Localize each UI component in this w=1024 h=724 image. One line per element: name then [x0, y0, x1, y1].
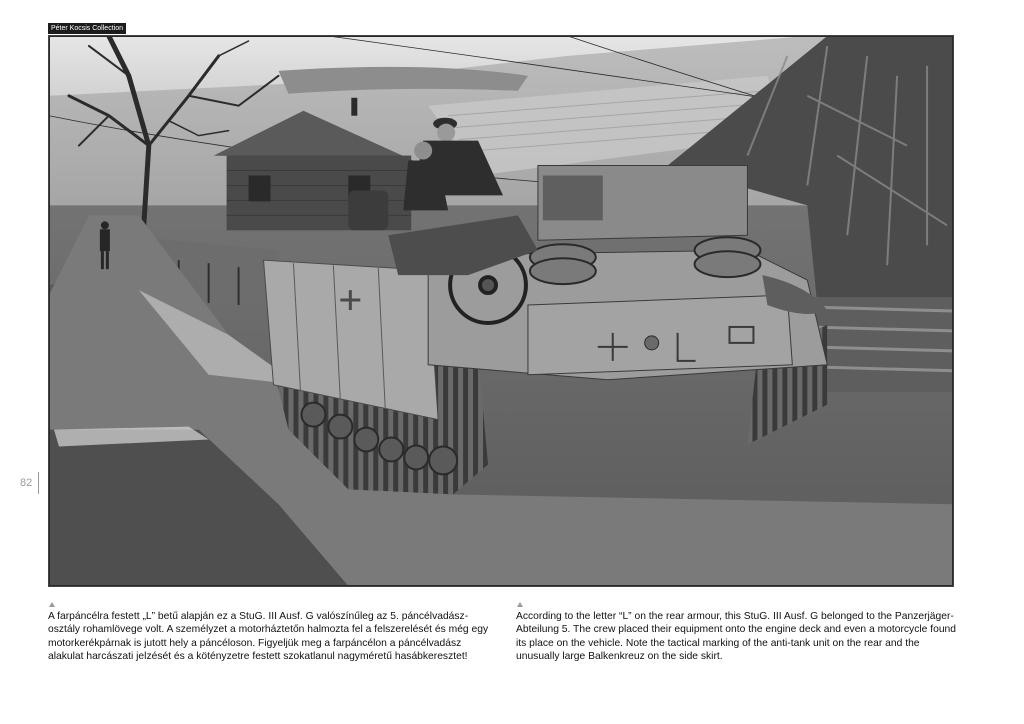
caption-english-text: According to the letter “L” on the rear armour, this StuG. III Ausf. G belonged to the Panzerjäger-Abteilung 5. The crew placed their equipment onto the engine deck and even a motorcycle found its place on the vehicle. Note the tactical marking of the anti-tank unit on the rear and the unusually large Balkenkreuz on the side skirt. [516, 611, 957, 663]
caption-up-arrow-icon [517, 602, 523, 607]
caption-english [516, 602, 958, 664]
caption-up-arrow-icon [49, 602, 55, 607]
stug-photo-illustration [49, 36, 953, 586]
page-number: 82 [20, 477, 33, 489]
caption-hungarian [48, 602, 496, 664]
page-number-divider [38, 472, 39, 494]
caption-hungarian-text: A farpáncélra festett „L” betű alapján ez a StuG. III Ausf. G valószínűleg az 5. páncélvadász-osztály rohamlövege volt. A személyzet a motorháztetőn halmozta fel a felszerelését és még egy motorkerékpárnak is jutott hely a páncéloson. Figyeljük meg a farpáncélon a páncélvadász alakulat harcászati jelzését és a kötényzetre festett szokatlanul nagyméretű hasábkeresztet! [48, 611, 489, 663]
photo-credit: Péter Kocsis Collection [48, 23, 126, 34]
photograph [48, 35, 954, 587]
